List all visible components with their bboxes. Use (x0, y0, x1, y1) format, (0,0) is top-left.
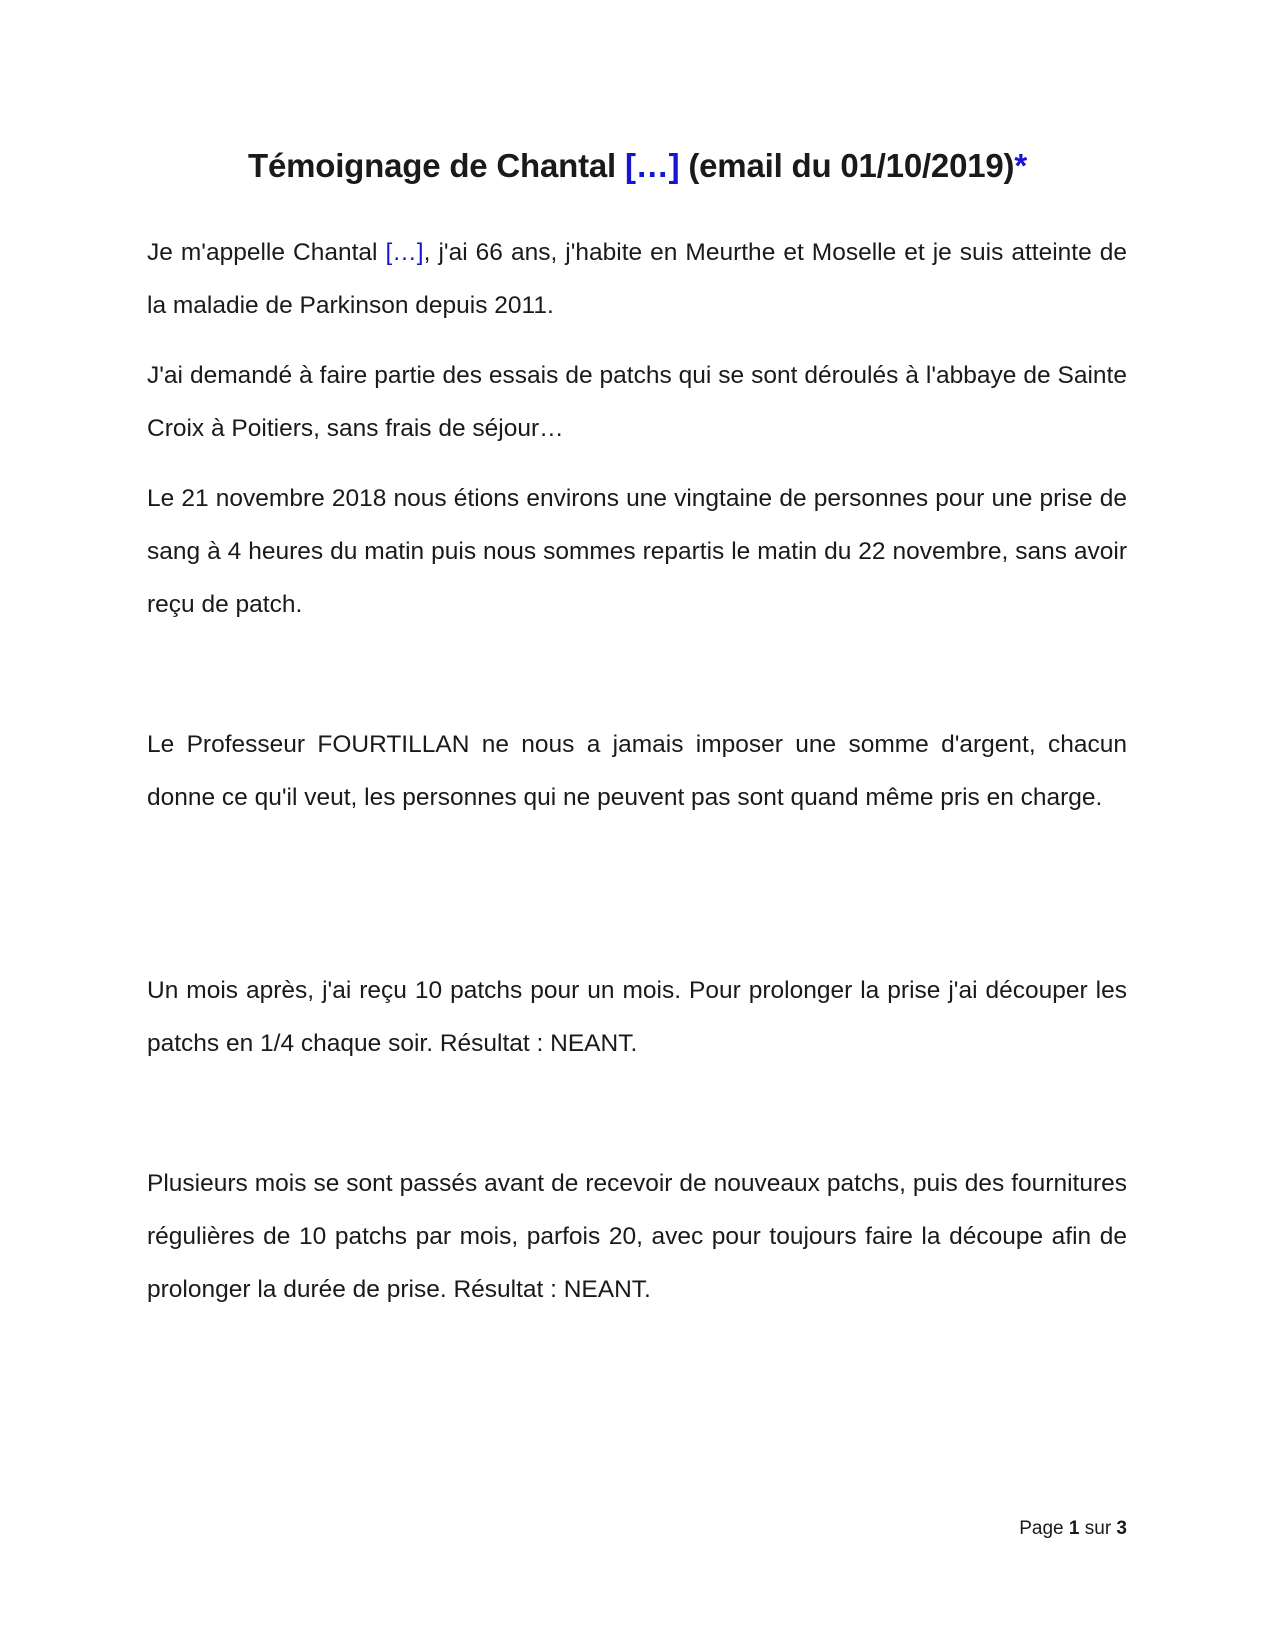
title-text-end: (email du 01/10/2019) (679, 147, 1015, 184)
intro-text-start: Je m'appelle Chantal (147, 239, 386, 266)
document-title (0, 146, 1275, 186)
footer-page-word: Page (1019, 1518, 1069, 1539)
paragraph-payment (147, 718, 1127, 824)
paragraph-trial-request (147, 349, 1127, 455)
paragraph-first-patches (147, 964, 1127, 1070)
first-patches-text: Un mois après, j'ai reçu 10 patchs pour un mois. Pour prolonger la prise j'ai découper les patchs en 1/4 chaque soir. Résultat : NEANT. (147, 977, 1127, 1057)
footer-of-word: sur (1079, 1518, 1117, 1539)
footer-total-pages: 3 (1116, 1518, 1127, 1539)
paragraph-blood-test (147, 472, 1127, 631)
page-number-footer (1019, 1517, 1127, 1541)
paragraph-later-patches (147, 1157, 1127, 1316)
footer-current-page: 1 (1068, 1518, 1080, 1539)
paragraph-introduction (147, 226, 1127, 332)
blood-test-text: Le 21 novembre 2018 nous étions environs une vingtaine de personnes pour une prise de sang à 4 heures du matin puis nous sommes repartis le matin du 22 novembre, sans avoir reçu de patch. (147, 485, 1127, 618)
title-redaction-mark: […] (625, 147, 680, 184)
intro-text-end: , j'ai 66 ans, j'habite en Meurthe et Moselle et je suis atteinte de la maladie de Parkinson depuis 2011. (147, 239, 1128, 319)
payment-text: Le Professeur FOURTILLAN ne nous a jamais imposer une somme d'argent, chacun donne ce qu'il veut, les personnes qui ne peuvent pas sont quand même pris en charge. (147, 731, 1127, 811)
intro-redaction-mark: […] (385, 239, 424, 266)
title-asterisk: * (1014, 147, 1027, 184)
trial-request-text: J'ai demandé à faire partie des essais de patchs qui se sont déroulés à l'abbaye de Sainte Croix à Poitiers, sans frais de séjour… (147, 362, 1127, 442)
later-patches-text: Plusieurs mois se sont passés avant de recevoir de nouveaux patchs, puis des fournitures régulières de 10 patchs par mois, parfois 20, avec pour toujours faire la découpe afin de prolonger la durée de prise. Résultat : NEANT. (147, 1170, 1127, 1303)
title-text-start: Témoignage de Chantal (248, 147, 625, 184)
